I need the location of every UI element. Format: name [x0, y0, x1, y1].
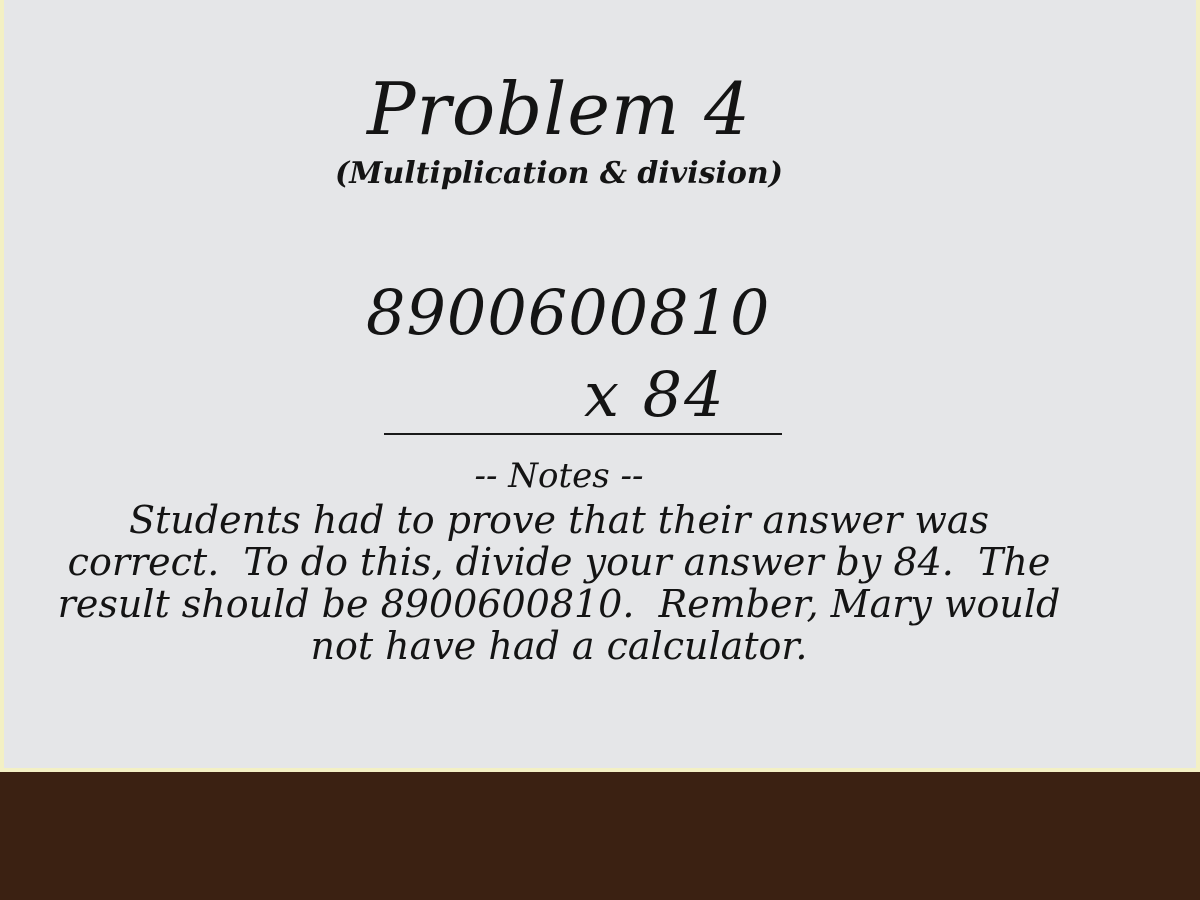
problem-multiplicand: 8900600810: [366, 276, 771, 349]
slide-title: Problem 4: [367, 67, 751, 151]
problem-multiplier: x 84: [584, 358, 726, 431]
notes-line: result should be 8900600810. Rember, Mary would: [57, 582, 1061, 626]
problem-underline: [384, 433, 782, 435]
notes-body: [4, 499, 1114, 667]
notes-line: not have had a calculator.: [310, 624, 808, 668]
notes-line: correct. To do this, divide your answer by 84. The: [67, 540, 1051, 584]
slide-content: [4, 0, 1114, 768]
footer-bar: [0, 772, 1200, 900]
notes-heading: -- Notes --: [474, 456, 644, 496]
notes-line: Students had to prove that their answer was: [128, 498, 990, 542]
slide-subtitle: (Multiplication & division): [335, 156, 783, 191]
